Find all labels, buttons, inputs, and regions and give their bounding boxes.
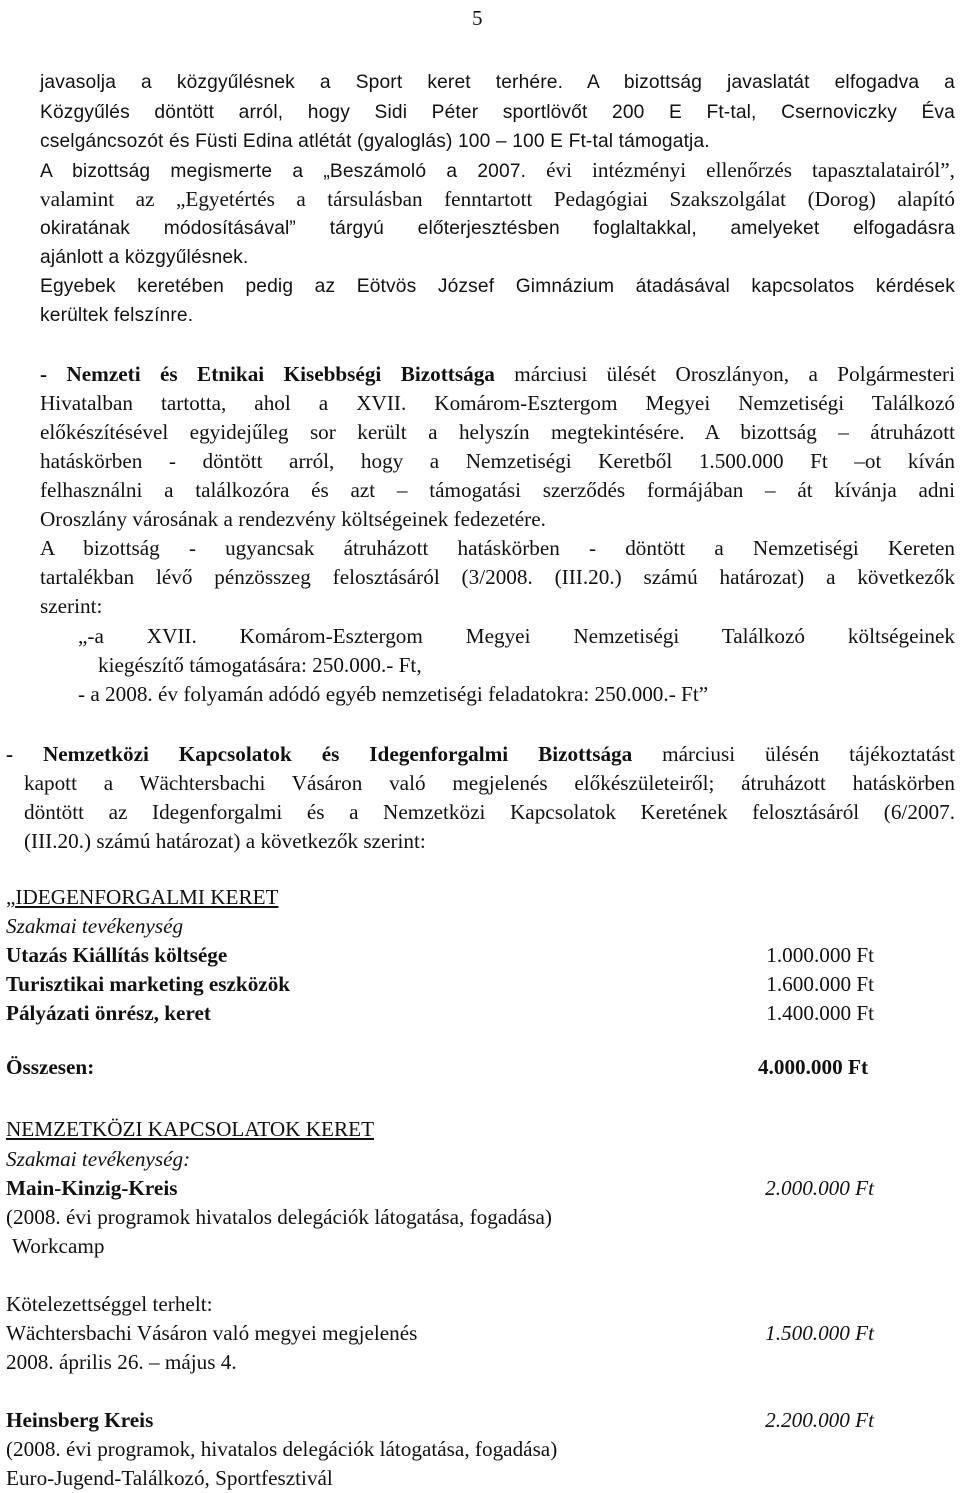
p2-quote-line-2: kiegészítő támogatására: 250.000.- Ft,: [98, 653, 422, 677]
heinsberg-extra: Euro-Jugend-Találkozó, Sportfesztivál: [6, 1466, 333, 1490]
main-kinzig-amount: 2.000.000 Ft: [765, 1176, 874, 1200]
p1-line-5: valamint az „Egyetértés a társulásban fenntartott Pedagógiai Szakszolgálat (Dorog) alapító: [40, 187, 955, 211]
idegenforgalmi-row-1-amount: 1.000.000 Ft: [766, 943, 874, 967]
p1-line-7: ajánlott a közgyűlésnek.: [40, 247, 249, 268]
p3-line-1-rest: márciusi ülésén tájékoztatást: [632, 742, 955, 766]
idegenforgalmi-total-amount: 4.000.000 Ft: [757, 1055, 868, 1079]
idegenforgalmi-title: „IDEGENFORGALMI KERET: [6, 885, 279, 909]
p1-line-2: Közgyűlés döntött arról, hogy Sidi Péter sportlövőt 200 E Ft-tal, Csernoviczky Éva: [40, 102, 955, 123]
p2-line-5: felhasználni a találkozóra és azt – támogatási szerződés formájában – át kívánja adni: [40, 478, 955, 502]
main-kinzig-description: (2008. évi programok hivatalos delegációk látogatása, fogadása): [6, 1205, 552, 1229]
p1-line-4b: évi intézményi ellenőrzés tapasztalatairól”,: [526, 158, 955, 182]
p2-line-3: előkészítésével egyidejűleg sor került a helyszín megtekintésére. A bizottság – átruházott: [40, 420, 955, 444]
idegenforgalmi-row-1-label: Utazás Kiállítás költsége: [6, 943, 228, 967]
main-kinzig-label: Main-Kinzig-Kreis: [6, 1176, 178, 1200]
p1-line-6: okiratának módosításával” tárgyú előterjesztésben foglaltakkal, amelyeket elfogadásra: [40, 218, 955, 239]
heinsberg-description: (2008. évi programok, hivatalos delegációk látogatása, fogadása): [6, 1437, 558, 1461]
idegenforgalmi-subtitle: Szakmai tevékenység: [6, 914, 184, 938]
p2-quote-line-1: „-a XVII. Komárom-Esztergom Megyei Nemzetiségi Találkozó költségeinek: [78, 624, 955, 648]
wachtersbach-date: 2008. április 26. – május 4.: [6, 1350, 237, 1374]
p2-quote-line-3: - a 2008. év folyamán adódó egyéb nemzetiségi feladatokra: 250.000.- Ft”: [78, 682, 709, 706]
idegenforgalmi-total-label: Összesen:: [6, 1055, 95, 1079]
idegenforgalmi-row-2-label: Turisztikai marketing eszközök: [6, 972, 291, 996]
p1-line-8: Egyebek keretében pedig az Eötvös József Gimnázium átadásával kapcsolatos kérdések: [40, 276, 955, 297]
wachtersbach-label: Wächtersbachi Vásáron való megyei megjelenés: [6, 1321, 418, 1345]
nemzetkozi-subtitle: Szakmai tevékenység:: [6, 1147, 191, 1171]
p3-line-2: kapott a Wächtersbachi Vásáron való megjelenés előkészületeiről; átruházott hatáskörben: [24, 771, 955, 795]
committee-title-nemzeti: - Nemzeti és Etnikai Kisebbségi Bizottsága: [40, 362, 495, 386]
heinsberg-amount: 2.200.000 Ft: [765, 1408, 874, 1432]
idegenforgalmi-row-3-label: Pályázati önrész, keret: [6, 1001, 211, 1025]
p2-line-1-rest: márciusi ülését Oroszlányon, a Polgármesteri: [494, 362, 955, 386]
p2-line-4: hatáskörben - döntött arról, hogy a Nemzetiségi Keretből 1.500.000 Ft –ot kíván: [40, 449, 955, 473]
p1-line-9: kerültek felszínre.: [40, 305, 194, 326]
p1-line-4a: A bizottság megismerte a „Beszámoló a 2007.: [40, 161, 527, 182]
p1-line-3: cselgáncsozót és Füsti Edina atlétát (gyaloglás) 100 – 100 E Ft-tal támogatja.: [40, 131, 710, 152]
p2-line-2: Hivatalban tartotta, ahol a XVII. Komárom-Esztergom Megyei Nemzetiségi Találkozó: [40, 391, 955, 415]
wachtersbach-amount: 1.500.000 Ft: [765, 1321, 874, 1345]
p2-line-7: A bizottság - ugyancsak átruházott hatáskörben - döntött a Nemzetiségi Kereten: [40, 536, 955, 560]
p1-line-1: javasolja a közgyűlésnek a Sport keret terhére. A bizottság javaslatát elfogadva a: [40, 72, 955, 93]
p2-line-9: szerint:: [40, 594, 103, 618]
p3-line-3: döntött az Idegenforgalmi és a Nemzetközi Kapcsolatok Keretének felosztásáról (6/2007.: [24, 800, 955, 824]
page-number: 5: [472, 6, 483, 30]
p3-line-4: (III.20.) számú határozat) a következők szerint:: [24, 829, 426, 853]
heinsberg-label: Heinsberg Kreis: [6, 1408, 154, 1432]
p2-line-6: Oroszlány városának a rendezvény költségeinek fedezetére.: [40, 507, 546, 531]
p2-line-8: tartalékban lévő pénzösszeg felosztásáról (3/2008. (III.20.) számú határozat) a következők: [40, 565, 955, 589]
obligation-label: Kötelezettséggel terhelt:: [6, 1292, 213, 1316]
p3-line-1: [6, 740, 955, 769]
idegenforgalmi-row-2-amount: 1.600.000 Ft: [766, 972, 874, 996]
nemzetkozi-title: NEMZETKÖZI KAPCSOLATOK KERET: [6, 1117, 375, 1141]
p1-line-4: [40, 156, 955, 186]
p2-line-1: [40, 360, 955, 389]
idegenforgalmi-row-3-amount: 1.400.000 Ft: [766, 1001, 874, 1025]
committee-title-nemzetkozi: - Nemzetközi Kapcsolatok és Idegenforgalmi Bizottsága: [6, 742, 633, 766]
main-kinzig-extra: Workcamp: [12, 1234, 105, 1258]
